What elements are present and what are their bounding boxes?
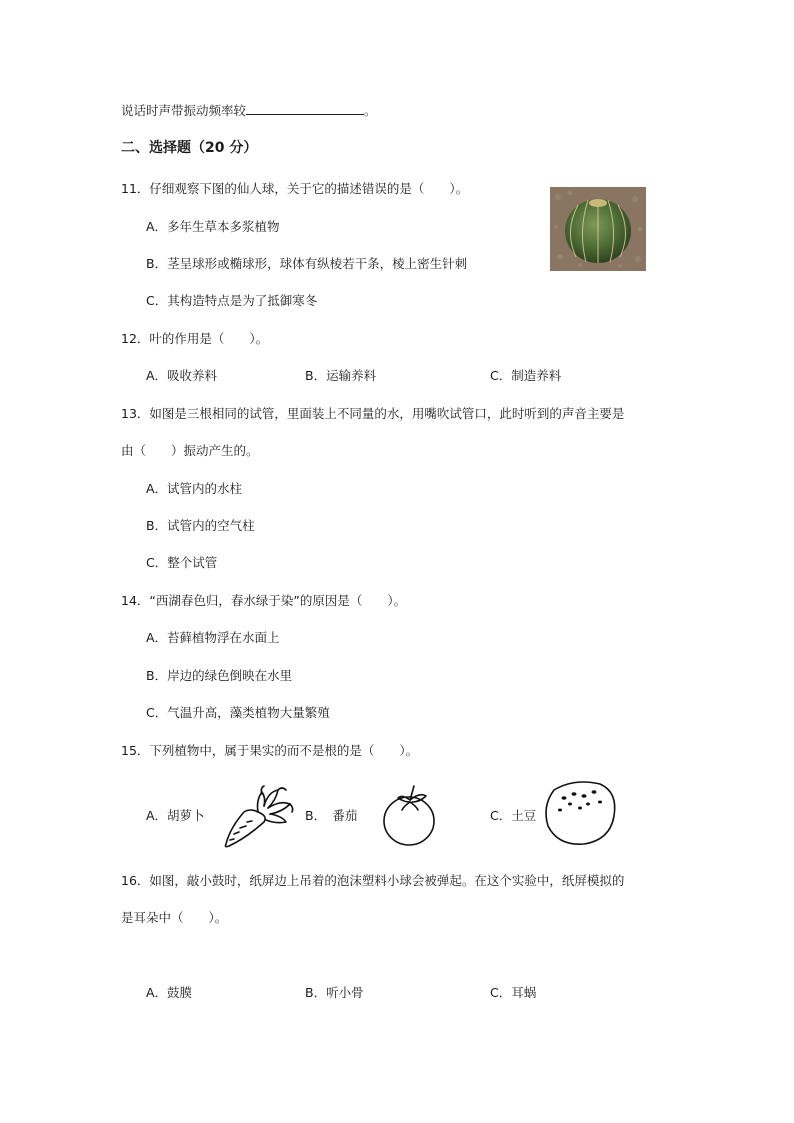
question-11-stem: 11．仔细观察下图的仙人球，关于它的描述错误的是（ ）。 bbox=[121, 181, 469, 196]
question-15-option-a[interactable]: A．胡萝卜 bbox=[146, 808, 205, 823]
section-title: 二、选择题（20 分） bbox=[121, 140, 258, 156]
question-12-option-a[interactable]: A．吸收养料 bbox=[146, 368, 218, 383]
question-14-stem: 14．“西湖春色归，春水绿于染”的原因是（ ）。 bbox=[121, 593, 407, 608]
question-15-option-c[interactable]: C．土豆 bbox=[490, 808, 537, 823]
question-16-stem-line2: 是耳朵中（ ）。 bbox=[121, 910, 228, 925]
question-12-option-b[interactable]: B．运输养料 bbox=[305, 368, 377, 383]
tomato-image bbox=[380, 782, 444, 848]
question-13-option-c[interactable]: C．整个试管 bbox=[146, 555, 218, 570]
cactus-image bbox=[550, 187, 646, 271]
question-11-option-c[interactable]: C．其构造特点是为了抵御寒冬 bbox=[146, 293, 318, 308]
question-16-stem-line1: 16．如图，敲小鼓时，纸屏边上吊着的泡沫塑料小球会被弹起。在这个实验中，纸屏模拟的 bbox=[121, 873, 625, 888]
question-13-stem-line1: 13．如图是三根相同的试管，里面装上不同量的水，用嘴吹试管口，此时听到的声音主要是 bbox=[121, 406, 625, 421]
question-14-option-c[interactable]: C．气温升高，藻类植物大量繁殖 bbox=[146, 705, 330, 720]
question-13-option-a[interactable]: A．试管内的水柱 bbox=[146, 481, 243, 496]
question-11-option-b[interactable]: B．茎呈球形或椭球形，球体有纵棱若干条，棱上密生针刺 bbox=[146, 256, 468, 271]
intro-line bbox=[121, 102, 377, 119]
potato-image bbox=[540, 776, 620, 848]
question-13-stem-line2: 由（ ）振动产生的。 bbox=[121, 443, 259, 458]
question-12-option-c[interactable]: C．制造养料 bbox=[490, 368, 562, 383]
question-12-stem: 12．叶的作用是（ ）。 bbox=[121, 331, 269, 346]
question-14-option-b[interactable]: B．岸边的绿色倒映在水里 bbox=[146, 668, 293, 683]
question-16-option-a[interactable]: A．鼓膜 bbox=[146, 985, 193, 1000]
carrot-image bbox=[220, 782, 296, 850]
question-15-stem: 15．下列植物中，属于果实的而不是根的是（ ）。 bbox=[121, 743, 419, 758]
question-13-option-b[interactable]: B．试管内的空气柱 bbox=[146, 518, 255, 533]
intro-suffix: 。 bbox=[364, 103, 377, 118]
question-14-option-a[interactable]: A．苔藓植物浮在水面上 bbox=[146, 630, 280, 645]
question-11-option-a[interactable]: A．多年生草本多浆植物 bbox=[146, 219, 280, 234]
intro-text: 说话时声带振动频率较 bbox=[121, 103, 247, 118]
question-16-option-b[interactable]: B．听小骨 bbox=[305, 985, 364, 1000]
answer-blank[interactable] bbox=[246, 102, 364, 115]
question-16-option-c[interactable]: C．耳蜗 bbox=[490, 985, 537, 1000]
question-15-option-b[interactable]: B． 番茄 bbox=[305, 808, 358, 823]
